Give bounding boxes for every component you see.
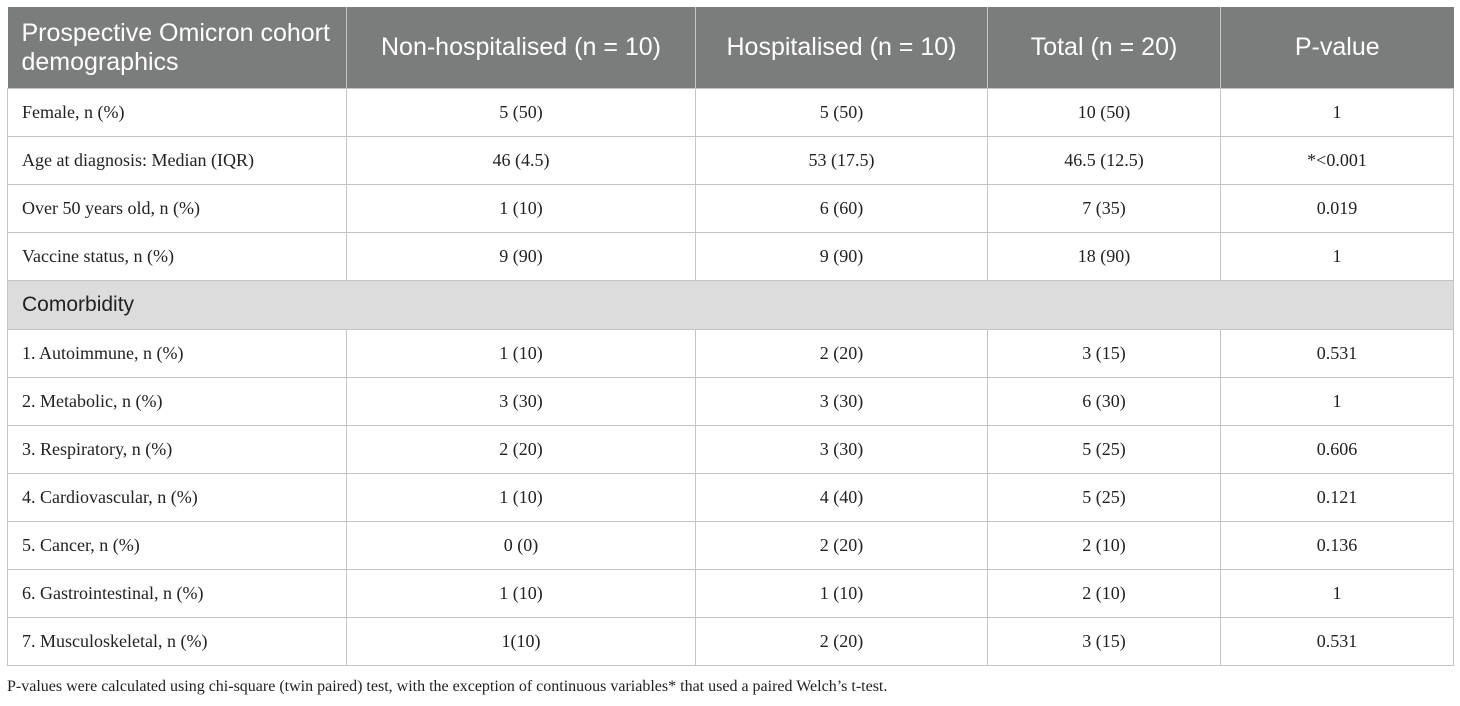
header-hospitalised: Hospitalised (n = 10) bbox=[696, 7, 988, 89]
cell-p-value: *<0.001 bbox=[1221, 137, 1454, 185]
cell-p-value: 1 bbox=[1221, 570, 1454, 618]
cell-non-hospitalised: 1 (10) bbox=[347, 330, 696, 378]
cell-hospitalised: 6 (60) bbox=[696, 185, 988, 233]
cell-p-value: 0.531 bbox=[1221, 330, 1454, 378]
cell-hospitalised: 2 (20) bbox=[696, 522, 988, 570]
cell-hospitalised: 4 (40) bbox=[696, 474, 988, 522]
cell-p-value: 1 bbox=[1221, 378, 1454, 426]
table-row bbox=[8, 233, 1454, 281]
table-footnote: P-values were calculated using chi-square (twin paired) test, with the exception of continuous variables* that used a paired Welch’s t-test. bbox=[7, 678, 888, 695]
cell-non-hospitalised: 2 (20) bbox=[347, 426, 696, 474]
cell-hospitalised: 3 (30) bbox=[696, 426, 988, 474]
cell-non-hospitalised: 1 (10) bbox=[347, 185, 696, 233]
table-row bbox=[8, 570, 1454, 618]
cell-hospitalised: 5 (50) bbox=[696, 89, 988, 137]
cell-hospitalised: 1 (10) bbox=[696, 570, 988, 618]
row-label: Over 50 years old, n (%) bbox=[8, 185, 347, 233]
row-label: 3. Respiratory, n (%) bbox=[8, 426, 347, 474]
row-label: 4. Cardiovascular, n (%) bbox=[8, 474, 347, 522]
cell-hospitalised: 3 (30) bbox=[696, 378, 988, 426]
cell-non-hospitalised: 1 (10) bbox=[347, 570, 696, 618]
table-row bbox=[8, 426, 1454, 474]
table-row bbox=[8, 137, 1454, 185]
header-row bbox=[8, 7, 1454, 89]
cell-total: 2 (10) bbox=[988, 522, 1221, 570]
cell-non-hospitalised: 1(10) bbox=[347, 618, 696, 666]
cell-non-hospitalised: 3 (30) bbox=[347, 378, 696, 426]
table-row bbox=[8, 474, 1454, 522]
cell-hospitalised: 9 (90) bbox=[696, 233, 988, 281]
cell-p-value: 0.019 bbox=[1221, 185, 1454, 233]
cell-total: 5 (25) bbox=[988, 426, 1221, 474]
header-non-hospitalised: Non-hospitalised (n = 10) bbox=[347, 7, 696, 89]
cell-total: 10 (50) bbox=[988, 89, 1221, 137]
cell-p-value: 0.606 bbox=[1221, 426, 1454, 474]
cell-hospitalised: 2 (20) bbox=[696, 330, 988, 378]
table-row bbox=[8, 522, 1454, 570]
row-label: 7. Musculoskeletal, n (%) bbox=[8, 618, 347, 666]
table-row bbox=[8, 378, 1454, 426]
cell-p-value: 0.136 bbox=[1221, 522, 1454, 570]
cell-p-value: 1 bbox=[1221, 89, 1454, 137]
cell-total: 18 (90) bbox=[988, 233, 1221, 281]
cell-total: 3 (15) bbox=[988, 618, 1221, 666]
cell-total: 7 (35) bbox=[988, 185, 1221, 233]
cell-hospitalised: 53 (17.5) bbox=[696, 137, 988, 185]
demographics-table-container bbox=[7, 7, 1453, 666]
row-label: 5. Cancer, n (%) bbox=[8, 522, 347, 570]
table-row bbox=[8, 89, 1454, 137]
cell-total: 2 (10) bbox=[988, 570, 1221, 618]
cell-hospitalised: 2 (20) bbox=[696, 618, 988, 666]
cell-total: 46.5 (12.5) bbox=[988, 137, 1221, 185]
header-p-value: P-value bbox=[1221, 7, 1454, 89]
row-label: 1. Autoimmune, n (%) bbox=[8, 330, 347, 378]
row-label: Female, n (%) bbox=[8, 89, 347, 137]
section-label: Comorbidity bbox=[8, 281, 1454, 330]
row-label: Vaccine status, n (%) bbox=[8, 233, 347, 281]
row-label: 2. Metabolic, n (%) bbox=[8, 378, 347, 426]
row-label: 6. Gastrointestinal, n (%) bbox=[8, 570, 347, 618]
section-row-comorbidity bbox=[8, 281, 1454, 330]
cell-p-value: 0.121 bbox=[1221, 474, 1454, 522]
table-row bbox=[8, 618, 1454, 666]
cell-non-hospitalised: 0 (0) bbox=[347, 522, 696, 570]
demographics-table bbox=[7, 7, 1454, 666]
cell-non-hospitalised: 1 (10) bbox=[347, 474, 696, 522]
cell-non-hospitalised: 46 (4.5) bbox=[347, 137, 696, 185]
header-demographics: Prospective Omicron cohort demographics bbox=[8, 7, 347, 89]
table-row bbox=[8, 185, 1454, 233]
cell-p-value: 1 bbox=[1221, 233, 1454, 281]
cell-total: 3 (15) bbox=[988, 330, 1221, 378]
header-total: Total (n = 20) bbox=[988, 7, 1221, 89]
row-label: Age at diagnosis: Median (IQR) bbox=[8, 137, 347, 185]
cell-total: 6 (30) bbox=[988, 378, 1221, 426]
cell-p-value: 0.531 bbox=[1221, 618, 1454, 666]
cell-non-hospitalised: 5 (50) bbox=[347, 89, 696, 137]
cell-total: 5 (25) bbox=[988, 474, 1221, 522]
cell-non-hospitalised: 9 (90) bbox=[347, 233, 696, 281]
table-row bbox=[8, 330, 1454, 378]
